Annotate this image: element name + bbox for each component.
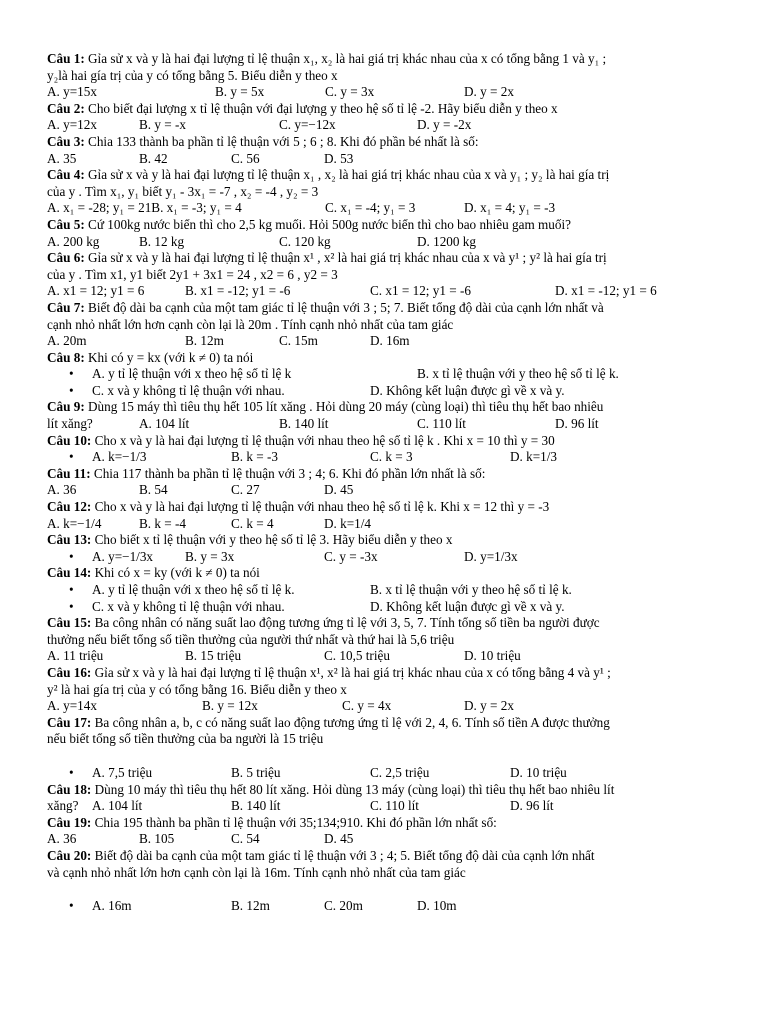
option-a: A. 7,5 triệu [92,764,153,780]
question-number: Câu 2: [47,100,85,116]
question-11 [47,466,727,483]
option-a: A. y tỉ lệ thuận với x theo hệ số tỉ lệ k [92,366,292,382]
option-b: B. y = 3x [185,548,235,564]
option-b: B. 105 [139,831,175,847]
answer-options [47,200,727,217]
option-a: A. k=−1/3 [92,449,147,465]
option-d: D. 96 lít [510,798,554,814]
question-16 [47,665,727,682]
answer-options [47,84,727,101]
question-number: Câu 8: [47,349,85,365]
option-b: B. 140 lít [279,416,329,432]
answer-options [47,599,727,616]
question-number: Câu 15: [47,615,92,631]
question-text: Dùng 15 máy thì tiêu thụ hết 105 lít xăng . Hỏi dùng 20 máy (cùng loại) thì tiêu thụ hết bao nhiêu [84,399,604,415]
question-number: Câu 5: [47,216,85,232]
question-12 [47,499,727,516]
option-b: B. 15 triệu [185,648,242,664]
option-c: C. x và y không tỉ lệ thuận với nhau. [92,598,285,614]
option-a: A. 36 [47,482,77,498]
option-c: C. 20m [324,898,363,914]
option-b: B. y = 12x [202,698,258,714]
option-b: B. k = -3 [231,449,278,465]
bullet-icon: • [69,582,74,597]
option-c: C. 120 kg [279,233,331,249]
question-10 [47,433,727,450]
option-c: C. 110 lít [370,798,419,814]
answer-options [47,234,727,251]
option-a: A. 104 lít [139,416,190,432]
question-number: Câu 10: [47,432,92,448]
question-6 [47,250,727,267]
question-number: Câu 19: [47,814,92,830]
question-text: Biết độ dài ba cạnh của một tam giác tỉ lệ thuận với 3 ; 5; 7. Biết tổng độ dài của cạnh lớn nhất và [84,299,604,315]
option-b: B. x tỉ lệ thuận với y theo hệ số tỉ lệ k. [370,582,572,597]
question-text-cont: thưởng nếu biết tổng số tiền thưởng của người thứ nhất và thứ hai là 5,6 triệu [47,631,455,647]
question-9 [47,399,727,416]
option-c: C. x₁ = -4; y₁ = 3 [325,200,416,216]
option-d: D. k=1/4 [324,515,371,531]
question-text-cont: cạnh nhỏ nhất lớn hơn cạnh còn lại là 20m . Tính cạnh nhỏ nhất của tam giác [47,316,454,332]
question-number: Câu 1: [47,51,85,66]
option-c: C. y = -3x [324,548,378,564]
option-c: C. 10,5 triệu [324,648,390,664]
answer-options [47,283,727,300]
question-number: Câu 11: [47,465,91,481]
option-d: D. Không kết luận được gì về x và y. [370,382,565,398]
option-a: A. 20m [47,333,87,349]
question-5 [47,217,727,234]
question-text: Gỉa sử x và y là hai đại lượng tỉ lệ thuận x₁, x₂ là hai giá trị khác nhau của x có tổng bằng 1 và y₁ ; [84,51,607,66]
question-number: Câu 9: [47,399,85,415]
option-b: B. 5 triệu [231,764,281,780]
option-d: D. x₁ = 4; y₁ = -3 [464,200,556,216]
question-text-cont: xăng? [47,798,79,814]
question-2 [47,101,727,118]
bullet-icon: • [69,764,74,780]
answer-options [47,333,727,350]
question-3 [47,134,727,151]
question-number: Câu 18: [47,781,92,797]
option-b: B. x1 = -12; y1 = -6 [185,283,291,299]
question-13 [47,532,727,549]
bullet-icon: • [69,366,74,382]
question-number: Câu 7: [47,299,85,315]
option-a: A. y=15x [47,84,97,100]
bullet-icon: • [69,598,74,614]
option-a: A. x1 = 12; y1 = 6 [47,283,145,299]
bullet-icon: • [69,898,74,914]
option-b: B. k = -4 [139,515,186,531]
question-text: Chia 133 thành ba phần tỉ lệ thuận với 5 ; 6 ; 8. Khi đó phần bé nhất là số: [84,133,479,149]
answer-options [47,549,727,566]
option-a: A. y tỉ lệ thuận với x theo hệ số tỉ lệ k. [92,582,295,597]
question-8 [47,350,727,367]
question-text-cont: y² là hai gía trị của y có tổng bằng 16. Biểu diễn y theo x [47,681,347,697]
option-c: C. 56 [231,150,260,166]
option-d: D. 1200 kg [417,233,476,249]
question-text-cont: của y . Tìm x₁, y₁ biết y₁ - 3x₁ = -7 , x₂ = -4 , y₂ = 3 [47,183,319,199]
answer-options [47,698,727,715]
option-d: D. 10 triệu [510,764,567,780]
option-b: B. y = -x [139,117,186,133]
answer-options [47,831,727,848]
answer-options [47,383,727,400]
question-text: Ba công nhân a, b, c có năng suất lao động tương ứng tỉ lệ với 2, 4, 6. Tính số tiền A được thưởng [91,714,610,730]
question-text: Khi có x = ky (với k ≠ 0) ta nói [91,565,260,581]
option-b: B. 12m [231,898,270,914]
option-c: C. y = 3x [325,84,375,100]
question-text: Gỉa sử x và y là hai đại lượng tỉ lệ thuận x¹ , x² là hai giá trị khác nhau của x và y¹ ; y² là hai gía trị [84,250,607,266]
question-text: Ba công nhân có năng suất lao động tương ứng tỉ lệ với 3, 5, 7. Tính tổng số tiền ba người được [91,615,600,631]
answer-options [47,798,727,815]
option-a: A. y=14x [47,698,97,714]
answer-options [47,765,727,782]
option-b: B. 140 lít [231,798,281,814]
answer-options [47,151,727,168]
question-text: Khi có y = kx (với k ≠ 0) ta nói [84,349,254,365]
option-c: C. x1 = 12; y1 = -6 [370,283,471,299]
question-number: Câu 4: [47,167,85,183]
option-a: A. y=−1/3x [92,548,154,564]
option-d: D. y = 2x [464,84,514,100]
question-text-cont: nếu biết tổng số tiền thưởng của ba người là 15 triệu [47,731,324,747]
question-17 [47,715,727,732]
question-number: Câu 16: [47,664,92,680]
question-number: Câu 6: [47,250,85,266]
question-15 [47,615,727,632]
option-a: A. 36 [47,831,77,847]
option-d: D. y=1/3x [464,548,518,564]
question-text: Dùng 10 máy thì tiêu thụ hết 80 lít xăng. Hỏi dùng 13 máy (cùng loại) thì tiêu thụ hết bao nhiêu lít [91,781,615,797]
option-d: D. Không kết luận được gì về x và y. [370,598,565,614]
question-1 [47,51,727,68]
answer-options [47,449,727,466]
option-a: A. 104 lít [92,798,143,814]
question-20 [47,848,727,865]
option-c: C. y = 4x [342,698,392,714]
option-c: C. y=−12x [279,117,336,133]
option-d: D. x1 = -12; y1 = 6 [555,283,657,299]
question-19 [47,815,727,832]
question-4 [47,167,727,184]
answer-options [47,482,727,499]
option-a: A. k=−1/4 [47,515,102,531]
option-a: A. 16m [92,898,132,914]
question-text-cont: y₂là hai gía trị của y có tổng bằng 5. Biểu diễn y theo x [47,67,338,83]
question-text-cont: và cạnh nhỏ nhất lớn hơn cạnh còn lại là 16m. Tính cạnh nhỏ nhất của tam giác [47,864,466,880]
option-b: B. 54 [139,482,168,498]
option-b: B. x tỉ lệ thuận với y theo hệ số tỉ lệ k. [417,366,619,382]
option-d: D. 96 lít [555,416,599,432]
question-text: Gỉa sử x và y là hai đại lượng tỉ lệ thuận x₁ , x₂ là hai giá trị khác nhau của x và y₁ ; y₂ là hai gía trị [84,167,610,183]
option-d: D. 45 [324,482,354,498]
option-c: C. 2,5 triệu [370,764,430,780]
option-a-b: A. x₁ = -28; y₁ = 21B. x₁ = -3; y₁ = 4 [47,200,242,216]
bullet-icon: • [69,548,74,564]
option-c: C. k = 4 [231,515,274,531]
option-b: B. 12m [185,333,224,349]
question-number: Câu 14: [47,565,92,581]
bullet-icon: • [69,382,74,398]
question-text: Cho biết x tỉ lệ thuận với y theo hệ số tỉ lệ 3. Hãy biểu diễn y theo x [91,532,453,548]
answer-options [47,582,727,599]
question-number: Câu 13: [47,532,92,548]
option-d: D. y = 2x [464,698,514,714]
question-number: Câu 3: [47,133,85,149]
answer-options [47,516,727,533]
option-a: A. 200 kg [47,233,100,249]
answer-options [47,366,727,383]
answer-options [47,898,727,915]
question-text: Gỉa sử x và y là hai đại lượng tỉ lệ thuận x¹, x² là hai giá trị khác nhau của x có tổng bằng 4 và y¹ ; [91,664,611,680]
question-number: Câu 20: [47,847,92,863]
question-number: Câu 12: [47,499,92,515]
option-c: C. 54 [231,831,260,847]
question-text: Biết độ dài ba cạnh của một tam giác tỉ lệ thuận với 3 ; 4; 5. Biết tổng độ dài của cạnh lớn nhất [91,847,595,863]
option-d: D. 16m [370,333,410,349]
option-a: A. y=12x [47,117,97,133]
option-d: D. 53 [324,150,354,166]
worksheet [47,51,727,915]
question-text-cont: lít xăng? [47,416,93,432]
option-c: C. 110 lít [417,416,466,432]
bullet-icon: • [69,449,74,465]
option-d: D. y = -2x [417,117,472,133]
option-a: A. 11 triệu [47,648,104,664]
option-c: C. x và y không tỉ lệ thuận với nhau. [92,382,285,398]
question-14 [47,565,727,582]
question-text: Cho x và y là hai đại lượng tỉ lệ thuận với nhau theo hệ số tỉ lệ k . Khi x = 10 thì y = 30 [91,432,555,448]
question-number: Câu 17: [47,714,92,730]
question-text-cont: của y . Tìm x1, y1 biết 2y1 + 3x1 = 24 , x2 = 6 , y2 = 3 [47,266,338,282]
question-text: Chia 195 thành ba phần tỉ lệ thuận với 35;134;910. Khi đó phần lớn nhất số: [91,814,497,830]
answer-options [47,117,727,134]
question-text: Cho biết đại lượng x tỉ lệ thuận với đại lượng y theo hệ số tỉ lệ -2. Hãy biểu diễn y theo x [84,100,558,116]
answer-options [47,648,727,665]
answer-options [47,416,727,433]
option-c: C. k = 3 [370,449,413,465]
option-d: D. 10 triệu [464,648,521,664]
option-b: B. 42 [139,150,168,166]
option-c: C. 15m [279,333,318,349]
option-a: A. 35 [47,150,77,166]
question-text: Chia 117 thành ba phần tỉ lệ thuận với 3 ; 4; 6. Khi đó phần lớn nhất là số: [90,465,486,481]
question-text: Cho x và y là hai đại lượng tỉ lệ thuận với nhau theo hệ số tỉ lệ k. Khi x = 12 thì y = -3 [91,499,550,515]
option-b: B. 12 kg [139,233,185,249]
question-7 [47,300,727,317]
question-text: Cứ 100kg nước biển thì cho 2,5 kg muối. Hỏi 500g nước biển thì cho bao nhiêu gam muối? [84,216,571,232]
question-18 [47,782,727,799]
option-d: D. 10m [417,898,457,914]
option-c: C. 27 [231,482,260,498]
option-d: D. k=1/3 [510,449,557,465]
option-b: B. y = 5x [215,84,265,100]
option-d: D. 45 [324,831,354,847]
